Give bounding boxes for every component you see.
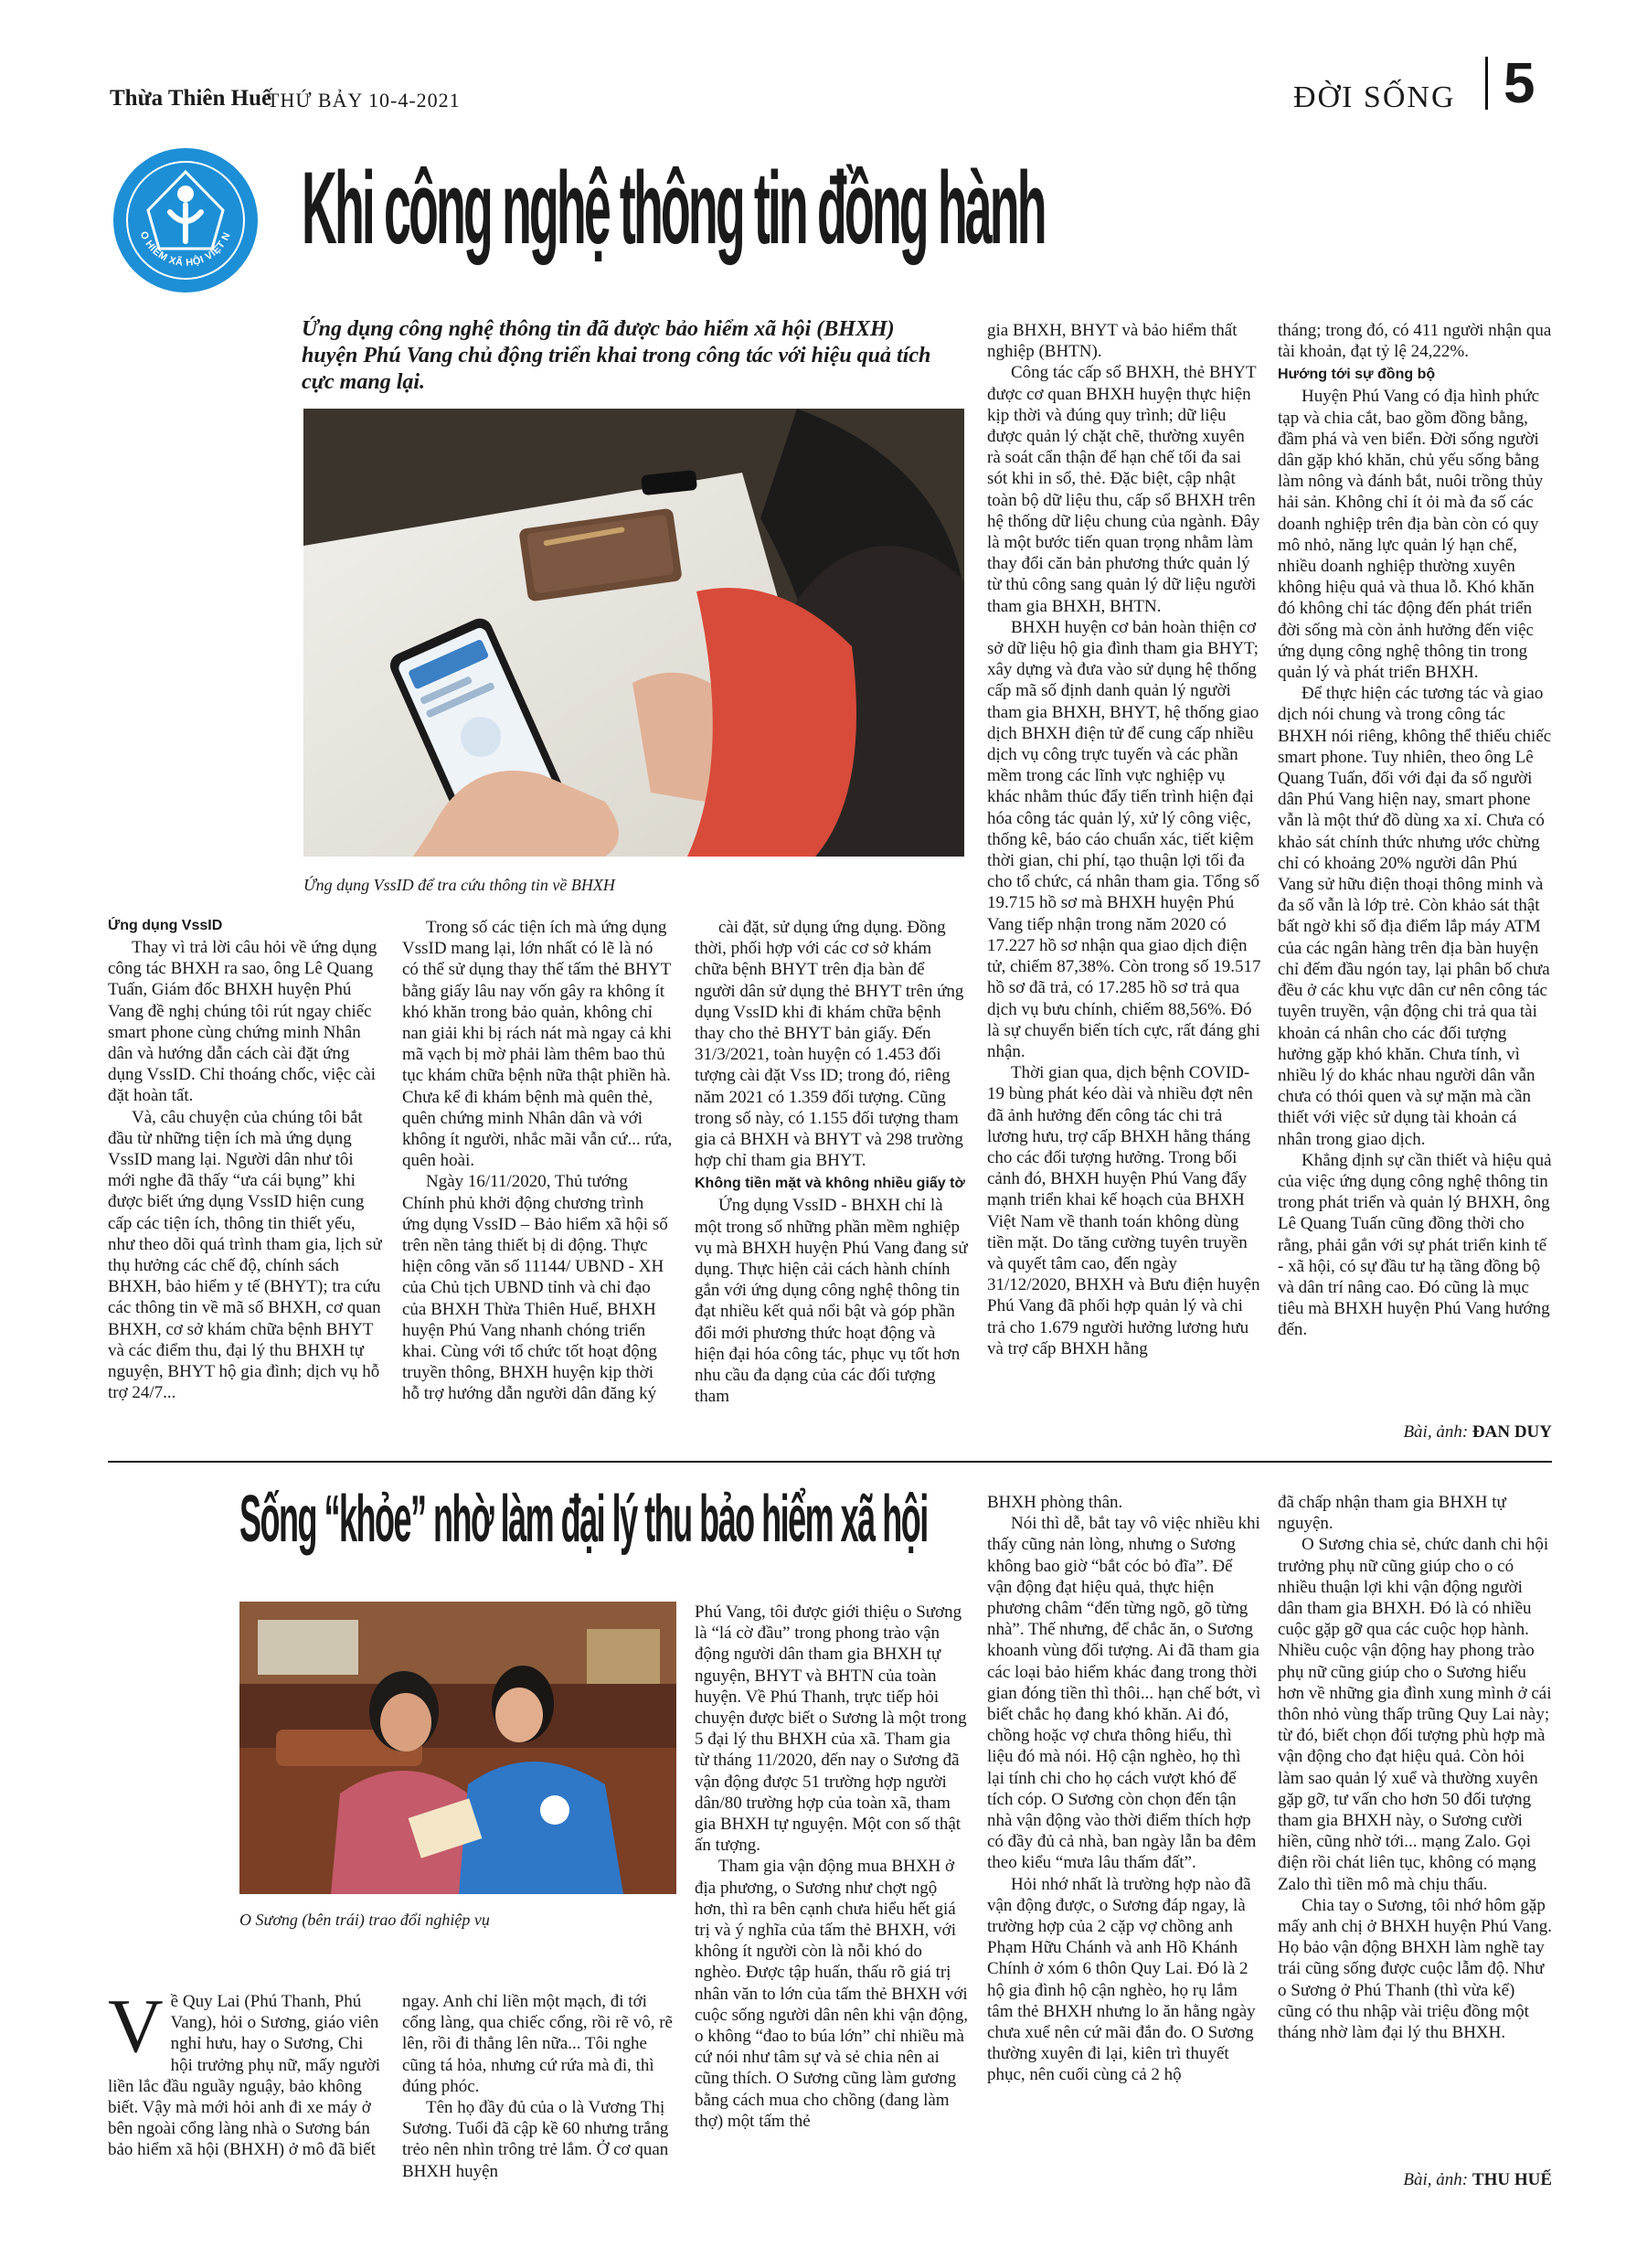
article1-subheading-vssid: Ứng dụng VssID	[108, 918, 223, 933]
issue-date: THỨ BẢY 10-4-2021	[267, 89, 461, 112]
phone-user-illustration	[303, 409, 964, 857]
article1-paragraph: BHXH huyện cơ bản hoàn thiện cơ sở dữ liệu hộ gia đình tham gia BHYT; xây dựng và đưa vào sử dụng hệ thống cấp mã số định danh quản lý người tham gia BHXH, BHYT, hệ thống giao dịch BHXH điện tử để cung cấp nhiều dịch vụ công trực tuyến và các phần mềm trong các lĩnh vực nghiệp vụ khác nhằm thúc đẩy tiến trình hiện đại hóa công tác quản lý, xử lý công việc, thống kê, báo cáo chuẩn xác, tiết kiệm thời gian, chi phí, tạo thuận lợi tối đa cho tổ chức, cá nhân tham gia. Tổng số 19.715 hồ sơ mà BHXH huyện Phú Vang tiếp nhận trong năm 2020 có 17.227 hồ sơ nhận qua giao dịch điện tử, chiếm 87,38%. Còn trong số 19.517 hồ sơ đã trả, có 17.285 hồ sơ trả qua dịch vụ bưu chính, chiếm 88,56%. Đó là sự chuyển biến tích cực, rất đáng ghi nhận.	[987, 617, 1261, 1061]
article1-paragraph: tháng; trong đó, có 411 người nhận qua tài khoản, đạt tỷ lệ 24,22%.	[1278, 321, 1552, 362]
article1-photo-caption: Ứng dụng VssID để tra cứu thông tin về BHXH	[303, 876, 615, 894]
article1-paragraph: Thời gian qua, dịch bệnh COVID-19 bùng phát kéo dài và nhiều đợt nên đã ảnh hưởng đến công tác chi trả lương hưu, trợ cấp BHXH hằng tháng cho các đối tượng hưởng. Trong bối cảnh đó, BHXH huyện Phú Vang đẩy mạnh triển khai kế hoạch của BHXH Việt Nam về thanh toán không dùng tiền mặt. Do tăng cường tuyên truyền và quyết tâm cao, đến ngày 31/12/2020, BHXH và Bưu điện huyện Phú Vang đã phối hợp quản lý và chi trả cho 1.679 người hưởng lương hưu và trợ cấp BHXH hằng	[987, 1063, 1260, 1358]
article1-column-3	[695, 917, 969, 1447]
article1-column-1	[108, 917, 382, 1447]
article1-subheading-cashless: Không tiền mặt và không nhiều giấy tờ	[695, 1176, 965, 1192]
article2-photo-caption: O Sương (bên trái) trao đổi nghiệp vụ	[239, 1911, 490, 1929]
article1-paragraph: Công tác cấp sổ BHXH, thẻ BHYT được cơ quan BHXH huyện thực hiện kịp thời và đúng quy trình; dữ liệu được quản lý chặt chẽ, thường xuyên rà soát cẩn thận để hạn chế tối đa sai sót khi in sổ, thẻ. Đặc biệt, cập nhật toàn bộ dữ liệu thu, cấp sổ BHXH trên hệ thống dữ liệu chung của ngành. Đây là một bước tiến quan trọng nhằm làm thay đổi căn bản phương thức quản lý từ thủ công sang quản lý dữ liệu người tham gia BHXH, BHTN.	[987, 363, 1260, 616]
article2-byline-prefix: Bài, ảnh:	[1403, 2170, 1469, 2189]
article-separator	[108, 1461, 1552, 1463]
article2-byline-author: THU HUẾ	[1472, 2170, 1552, 2189]
article2-paragraph: ngay. Anh chỉ liền một mạch, đi tới cổng làng, qua chiếc cổng, rồi rẽ vô, rẽ lên, rồi đi thẳng lên nữa... Tôi nghe cũng tá hỏa, nhưng cứ rứa mà đi, thì đúng phóc.	[402, 1992, 673, 2096]
article1-title: Khi công nghệ thông tin đồng hành	[302, 151, 1045, 265]
article2-paragraph: Tên họ đầy đủ của o là Vương Thị Sương. Tuổi đã cập kề 60 nhưng trắng trẻo nên nhìn trông trẻ lắm. Ở cơ quan BHXH huyện	[402, 2098, 669, 2181]
article1-paragraph: Khẳng định sự cần thiết và hiệu quả của việc ứng dụng công nghệ thông tin trong phát triển và quản lý BHXH, ông Lê Quang Tuấn cũng đồng thời cho rằng, phải gắn với sự phát triển kinh tế - xã hội, có sự đầu tư hạ tầng đồng bộ và dân trí nâng cao. Đó cũng là mục tiêu mà BHXH huyện Phú Vang hướng đến.	[1278, 1150, 1552, 1340]
article1-paragraph: cài đặt, sử dụng ứng dụng. Đồng thời, phối hợp với các cơ sở khám chữa bệnh BHYT trên địa bàn để người dân sử dụng thẻ BHYT trên ứng dụng VssID khi đi khám chữa bệnh thay cho thẻ BHYT bản giấy. Đến 31/3/2021, toàn huyện có 1.453 đối tượng cài đặt Vss ID; trong đó, riêng năm 2021 có 1.359 đối tượng. Cũng trong số này, có 1.155 đối tượng tham gia cả BHXH và BHYT và 298 trường hợp chỉ tham gia BHYT.	[695, 918, 964, 1171]
article1-byline-author: ĐAN DUY	[1472, 1422, 1552, 1442]
article2-paragraph: Hỏi nhớ nhất là trường hợp nào đã vận động được, o Sương đáp ngay, là trường hợp của 2 cặp vợ chồng anh Phạm Hữu Chánh và anh Hồ Khánh Chính ở xóm 6 thôn Quy Lai. Đó là 2 hộ gia đình hộ cận nghèo, họ rụ lắm tâm thẻ BHXH nhưng lo ăn hằng ngày chưa xuể nên cứ mãi đắn đo. O Sương thường xuyên đi lại, kiên trì thuyết phục, nên cuối cùng cả 2 hộ	[987, 1874, 1256, 2085]
article2-dropcap: V	[108, 1991, 164, 2069]
article1-byline	[1278, 1422, 1552, 1443]
article2-column-1	[108, 1991, 382, 2220]
article2-title: Sống “khỏe” nhờ làm đại lý thu bảo hiểm xã hội	[239, 1483, 928, 1556]
article2-paragraph: O Sương chia sẻ, chức danh chi hội trưởng phụ nữ cũng giúp cho o có nhiều thuận lợi khi vận động người dân tham gia BHXH. Đó là có nhiều cuộc gặp gỡ qua các cuộc họp hành. Nhiều cuộc vận động hay phong trào phụ nữ cũng giúp cho o Sương hiểu hơn về những gia đình xung mình ở cái thôn nhỏ vùng thấp trũng Quy Lai này; từ đó, biết chọn đối tượng phù hợp mà vận động cho đạt hiệu quả. Còn hỏi làm sao quản lý xuể và thường xuyên gặp gỡ, tư vấn cho hơn 50 đối tượng tham gia BHXH này, o Sương cười hiền, cũng nhờ tới... mạng Zalo. Gọi điện rồi chát liên tục, không có mạng Zalo thì tiền mô mà chịu thấu.	[1278, 1535, 1552, 1894]
article2-column-2	[402, 1991, 673, 2220]
article1-column-4	[987, 320, 1261, 1447]
article1-byline-prefix: Bài, ảnh:	[1403, 1422, 1469, 1442]
article1-lead: Ứng dụng công nghệ thông tin đã được bảo hiểm xã hội (BHXH) huyện Phú Vang chủ động triển khai trong công tác với hiệu quả tích cực mang lại.	[302, 317, 931, 394]
header-divider	[1485, 57, 1488, 110]
article1-paragraph: Để thực hiện các tương tác và giao dịch nói chung và trong công tác BHXH nói riêng, không thể thiếu chiếc smart phone. Tuy nhiên, theo ông Lê Quang Tuấn, đối với đại đa số người dân Phú Vang hiện nay, smart phone vẫn là một thứ đồ dùng xa xỉ. Chưa có khảo sát chính thức nhưng ước chừng chỉ có khoảng 20% người dân Phú Vang sử hữu điện thoại thông minh và đa số vẫn là lớp trẻ. Còn khảo sát thật bất ngờ khi số địa điểm lắp máy ATM của các ngân hàng trên địa bàn huyện chỉ đếm đầu ngón tay, lại phân bố chưa đều ở các khu vực dân cư nên công tác tuyên truyền, vận động chi trả qua tài khoản cá nhân cho các đối tượng hưởng gặp khó khăn. Chưa tính, vì nhiều lý do khác nhau người dân vẫn chưa có thói quen và sự mặn mà cần thiết với việc sử dụng tài khoản cá nhân trong giao dịch.	[1278, 684, 1552, 1149]
article2-column-4	[987, 1492, 1261, 2223]
page-number: 5	[1504, 52, 1535, 115]
article1-paragraph: gia BHXH, BHYT và bảo hiểm thất nghiệp (BHTN).	[987, 321, 1238, 362]
article1-paragraph: Huyện Phú Vang có địa hình phức tạp và chia cắt, bao gồm đồng bằng, đầm phá và ven biển. Đời sống người dân gặp khó khăn, chủ yếu sống bằng làm nông và đánh bắt, nuôi trồng thủy hải sản. Không chỉ ít ỏi mà đa số các doanh nghiệp trên địa bàn còn có quy mô nhỏ, năng lực quản lý hạn chế, nhiều doanh nghiệp thường xuyên không hiệu quả và thua lỗ. Khó khăn đó không chỉ tác động đến phát triển đời sống mà còn ảnh hưởng đến việc ứng dụng công nghệ thông tin trong quản lý và phát triển BHXH.	[1278, 387, 1544, 683]
article2-paragraph: đã chấp nhận tham gia BHXH tự nguyện.	[1278, 1493, 1506, 1534]
article1-column-2	[402, 917, 673, 1447]
logo-text: O HIỂM XÃ HỘI VIỆT N	[137, 229, 233, 269]
article2-paragraph: Phú Vang, tôi được giới thiệu o Sương là “lá cờ đầu” trong phong trào vận động người dân tham gia BHXH tự nguyện, BHYT và BHTN của toàn huyện. Về Phú Thanh, trực tiếp hỏi chuyện được biết o Sương là một trong 5 đại lý thu BHXH của xã. Tham gia từ tháng 11/2020, đến nay o Sương đã vận động được 51 trường hợp người dân/80 trường hợp của toàn xã, tham gia BHXH tự nguyện. Một con số thật ấn tượng.	[695, 1603, 967, 1856]
article2-photo	[239, 1602, 676, 1894]
article2-paragraph: ề Quy Lai (Phú Thanh, Phú Vang), hỏi o Sương, giáo viên nghỉ hưu, hay o Sương, Chi hội trưởng phụ nữ, mấy người liền lắc đầu nguầy nguậy, bảo không biết. Vậy mà mới hỏi anh đi xe máy ở bên ngoài cổng làng nhà o Sương bán bảo hiểm xã hội (BHXH) ở mô đã biết	[108, 1992, 381, 2160]
bhxh-logo-icon	[112, 146, 260, 294]
article2-paragraph: Nói thì dễ, bắt tay vô việc nhiều khi thấy cũng nản lòng, nhưng o Sương không bao giờ “bắt cóc bỏ đĩa”. Để vận động đạt hiệu quả, thực hiện phương châm “đến từng ngõ, gõ từng nhà”. Thế nhưng, để chắc ăn, o Sương khoanh vùng đối tượng. Ai đã tham gia các loại bảo hiểm khác đang trong thời gian đóng tiền thì thôi... hạn chế bớt, vì biết chắc họ đang khó khăn. Ai đó, chồng hoặc vợ chưa thông hiểu, thì liệu đó mà nói. Hộ cận nghèo, họ thì lại tính chi cho họ cách vượt khó để tích cóp. O Sương còn chọn đến tận nhà vận động vào thời điểm thích hợp có đầy đủ cả nhà, ban ngày lẫn ba đêm theo kiểu “mưa lâu thấm đất”.	[987, 1514, 1261, 1873]
article1-paragraph: Ứng dụng VssID - BHXH chỉ là một trong số những phần mềm nghiệp vụ mà BHXH huyện Phú Vang đang sử dụng. Thực hiện cải cách hành chính gắn với ứng dụng công nghệ thông tin đạt nhiều kết quả nổi bật và góp phần đổi mới phương thức hoạt động và hiện đại hóa công tác, phục vụ tốt hơn nhu cầu đa dạng của các đối tượng tham	[695, 1196, 968, 1407]
section-name: ĐỜI SỐNG	[1293, 80, 1456, 114]
two-women-illustration	[239, 1602, 676, 1894]
publication-name: Thừa Thiên Huế	[110, 86, 272, 111]
article1-photo	[303, 409, 964, 857]
article1-paragraph: Ngày 16/11/2020, Thủ tướng Chính phủ khởi động chương trình ứng dụng VssID – Bảo hiểm xã hội số trên nền tảng thiết bị di động. Thực hiện công văn số 11144/ UBND - XH của Chủ tịch UBND tỉnh và chỉ đạo của BHXH Thừa Thiên Huế, BHXH huyện Phú Vang nhanh chóng triển khai. Cùng với tổ chức tốt hoạt động truyền thông, BHXH huyện kịp thời hỗ trợ hướng dẫn người dân đăng ký	[402, 1172, 668, 1404]
bhxh-logo	[112, 146, 260, 294]
article1-column-5	[1278, 320, 1552, 1415]
article2-column-3	[695, 1602, 969, 2223]
article2-byline	[1278, 2170, 1552, 2190]
article2-paragraph: Chia tay o Sương, tôi nhớ hôm gặp mấy anh chị ở BHXH huyện Phú Vang. Họ bảo vận động BHXH làm nghề tay trái cũng sống được cuộc lẫm độ. Như o Sương ở Phú Thanh (thì vừa kể) cũng có thu nhập vài triệu đồng một tháng nhờ làm đại lý thu BHXH.	[1278, 1895, 1552, 2043]
article1-paragraph: Trong số các tiện ích mà ứng dụng VssID mang lại, lớn nhất có lẽ là nó có thể sử dụng thay thế tấm thẻ BHYT bằng giấy lâu nay vốn gây ra không ít khó khăn trong bảo quản, không chỉ nan giải khi bị rách nát mà ngay cả khi mã vạch bị mờ phải làm thêm bao thủ tục khám chữa bệnh nữa thật phiền hà. Chưa kể đi khám bệnh mà quên thẻ, quên chứng minh Nhân dân và với không ít người, nhắc mãi vẫn cứ... rứa, quên hoài.	[402, 918, 673, 1171]
article2-paragraph: Tham gia vận động mua BHXH ở địa phương, o Sương như chợt ngộ hơn, thì ra bên cạnh chưa hiểu hết giá trị và ý nghĩa của tấm thẻ BHXH, với không ít người còn là nỗi khó do nghèo. Được tập huấn, thấu rõ giá trị nhân văn to lớn của tấm thẻ BHXH với cuộc sống người dân nên khi vận động, o không “đao to búa lớn” chỉ nhiều mà cứ nói như tâm sự và sẻ chia nên ai cũng thích. O Sương cũng làm gương bằng cách mua cho chồng (đang làm thợ) một tấm thẻ	[695, 1857, 968, 2131]
article1-paragraph: Và, câu chuyện của chúng tôi bắt đầu từ những tiện ích mà ứng dụng VssID mang lại. Người dân như tôi mới nghe đã thấy “ưa cái bụng” khi được biết ứng dụng VssID hiện cung cấp các tiện ích, thông tin thiết yếu, như theo dõi quá trình tham gia, lịch sử thụ hưởng các chế độ, chính sách BHXH, bảo hiểm y tế (BHYT); tra cứu các thông tin về mã số BHXH, cơ quan BHXH, cơ sở khám chữa bệnh BHYT và các điểm thu, đại lý thu BHXH tự nguyện, BHYT hộ gia đình; dịch vụ hỗ trợ 24/7...	[108, 1107, 382, 1403]
article2-paragraph: BHXH phòng thân.	[987, 1493, 1123, 1512]
article1-subheading-sync: Hướng tới sự đồng bộ	[1278, 367, 1436, 383]
article1-paragraph: Thay vì trả lời câu hỏi về ứng dụng công tác BHXH ra sao, ông Lê Quang Tuấn, Giám đốc BHXH huyện Phú Vang đề nghị chúng tôi rút ngay chiếc smart phone cùng chứng minh Nhân dân và hướng dẫn cách cài đặt ứng dụng VssID. Chỉ thoáng chốc, việc cài đặt hoàn tất.	[108, 938, 377, 1106]
article2-column-5	[1278, 1492, 1552, 2164]
